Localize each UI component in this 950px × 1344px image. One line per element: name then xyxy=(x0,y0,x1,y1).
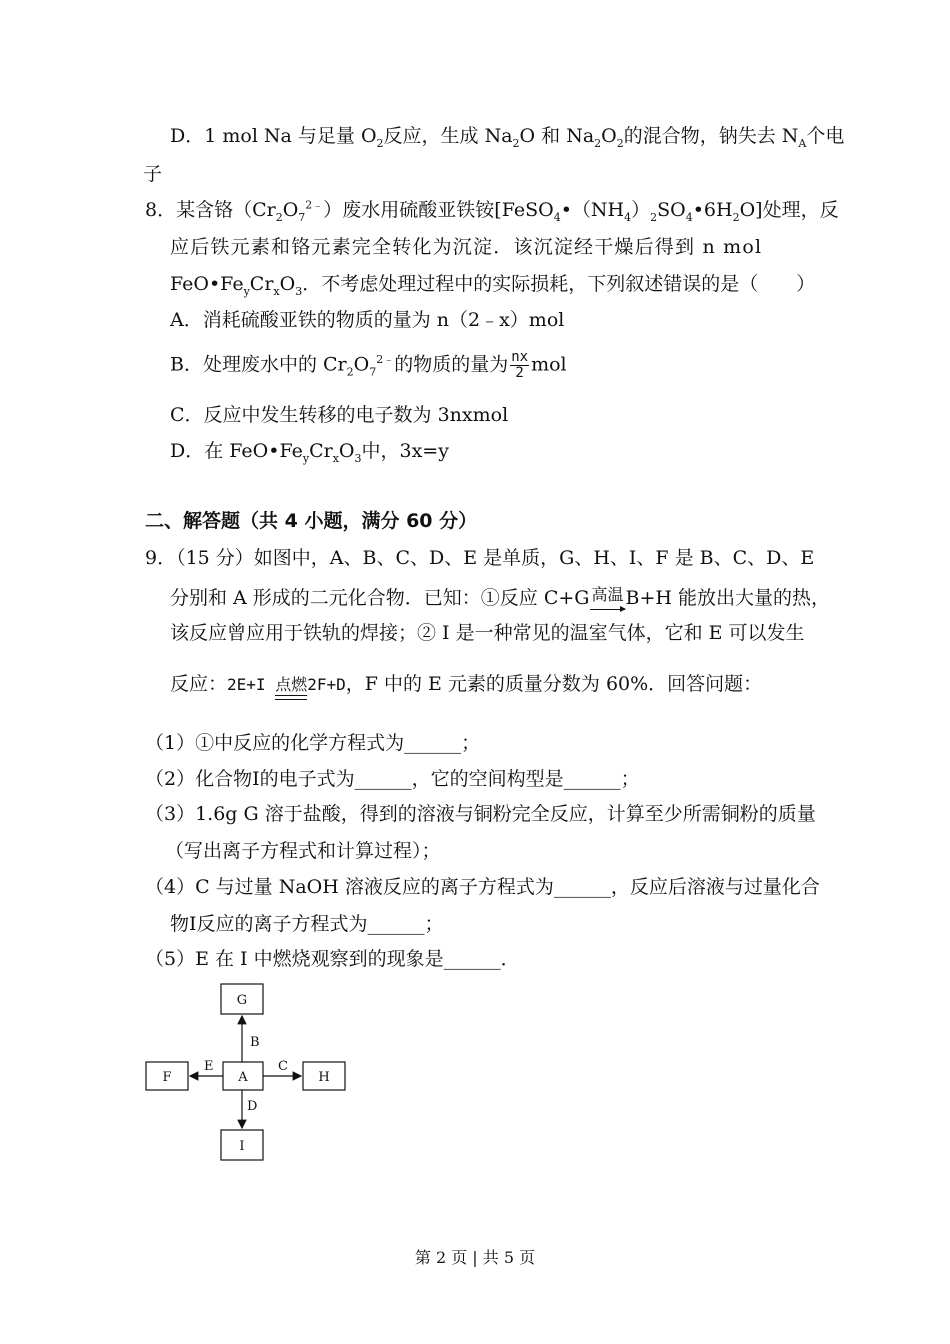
q9-stem-line2: 分别和 A 形成的二元化合物．已知：①反应 C+G 高温 B+H 能放出大量的热， xyxy=(170,585,830,609)
box-f-label: F xyxy=(162,1070,172,1085)
q9-sub3-line1: （3）1.6g G 溶于盐酸，得到的溶液与铜粉完全反应，计算至少所需铜粉的质量 xyxy=(145,803,816,825)
q8-option-d: D．在 $FeO•Fe_yCr_xO_3$中，3x=y xyxy=(170,440,449,465)
section-heading: 二、解答题（共 4 小题，满分 60 分） xyxy=(145,510,478,532)
q8-option-c: C．反应中发生转移的电子数为 3nxmol xyxy=(170,404,509,426)
q8-option-b: B．处理废水中的 $Cr_2O_7^{2﹣}$的物质的量为 $\frac{nx}{2}$ mol xyxy=(170,349,567,381)
box-a-label: A xyxy=(238,1070,248,1085)
arrow-label-c: C xyxy=(278,1059,288,1074)
arrow-label-e: E xyxy=(204,1059,214,1074)
q9-sub5: （5）E 在 I 中燃烧观察到的现象是______． xyxy=(145,948,520,970)
q9-stem-line1: 9．（15 分）如图中，A、B、C、D、E 是单质，G、H、I、F 是 B、C、D、E xyxy=(145,547,815,569)
equation-2: 2E+I 点燃2F+D xyxy=(227,675,346,694)
q7-option-d-cont: 子 xyxy=(143,163,163,185)
box-i-label: I xyxy=(239,1139,245,1154)
q9-stem-line3: 该反应曾应用于铁轨的焊接；② I 是一种常见的温室气体，它和 E 可以发生 xyxy=(170,622,805,644)
reaction-diagram xyxy=(140,980,360,1165)
q8-stem-line3: $FeO•Fe_yCr_xO_3$．不考虑处理过程中的实际损耗，下列叙述错误的是（ ） xyxy=(170,273,816,298)
q9-sub4-line1: （4）C 与过量 NaOH 溶液反应的离子方程式为______，反应后溶液与过量化合 xyxy=(145,876,820,898)
q9-sub1: （1）①中反应的化学方程式为______； xyxy=(145,732,481,754)
q7-option-d: D．1 mol Na 与足量 $O_2$反应，生成 $Na_2O$ 和 $Na_2O_2$的混合物，钠失去 $N_A$个电 xyxy=(170,125,845,150)
reaction-condition-high-temp: 高温 xyxy=(590,583,624,607)
box-g-label: G xyxy=(236,993,248,1008)
q9-stem-line4: 反应：2E+I 点燃2F+D，F 中的 E 元素的质量分数为 60%．回答问题： xyxy=(170,673,763,695)
q8-option-a: A．消耗硫酸亚铁的物质的量为 n（2﹣x）mol xyxy=(170,309,565,331)
arrow-label-b: B xyxy=(250,1035,260,1050)
q9-sub3-line2: （写出离子方程式和计算过程）； xyxy=(165,840,441,862)
q8-stem-line1: 8．某含铬$(Cr_2O_7^{2﹣})$废水用硫酸亚铁铵$[FeSO_4•(NH_4)_2SO_4•6H_2O]$处理，反 xyxy=(145,198,839,224)
box-h-label: H xyxy=(318,1070,330,1085)
reaction-condition-ignite: 点燃 xyxy=(275,673,307,697)
page-footer: 第 2 页 | 共 5 页 xyxy=(414,1248,536,1267)
fraction-nx-over-2: $\frac{nx}{2}$ xyxy=(511,349,529,381)
arrow-label-d: D xyxy=(247,1099,258,1114)
q8-stem-line2: 应后铁元素和铬元素完全转化为沉淀．该沉淀经干燥后得到 n mol xyxy=(170,236,763,258)
q9-sub4-line2: 物Ⅰ反应的离子方程式为______； xyxy=(170,913,444,935)
q9-sub2: （2）化合物Ⅰ的电子式为______，它的空间构型是______； xyxy=(145,768,640,790)
